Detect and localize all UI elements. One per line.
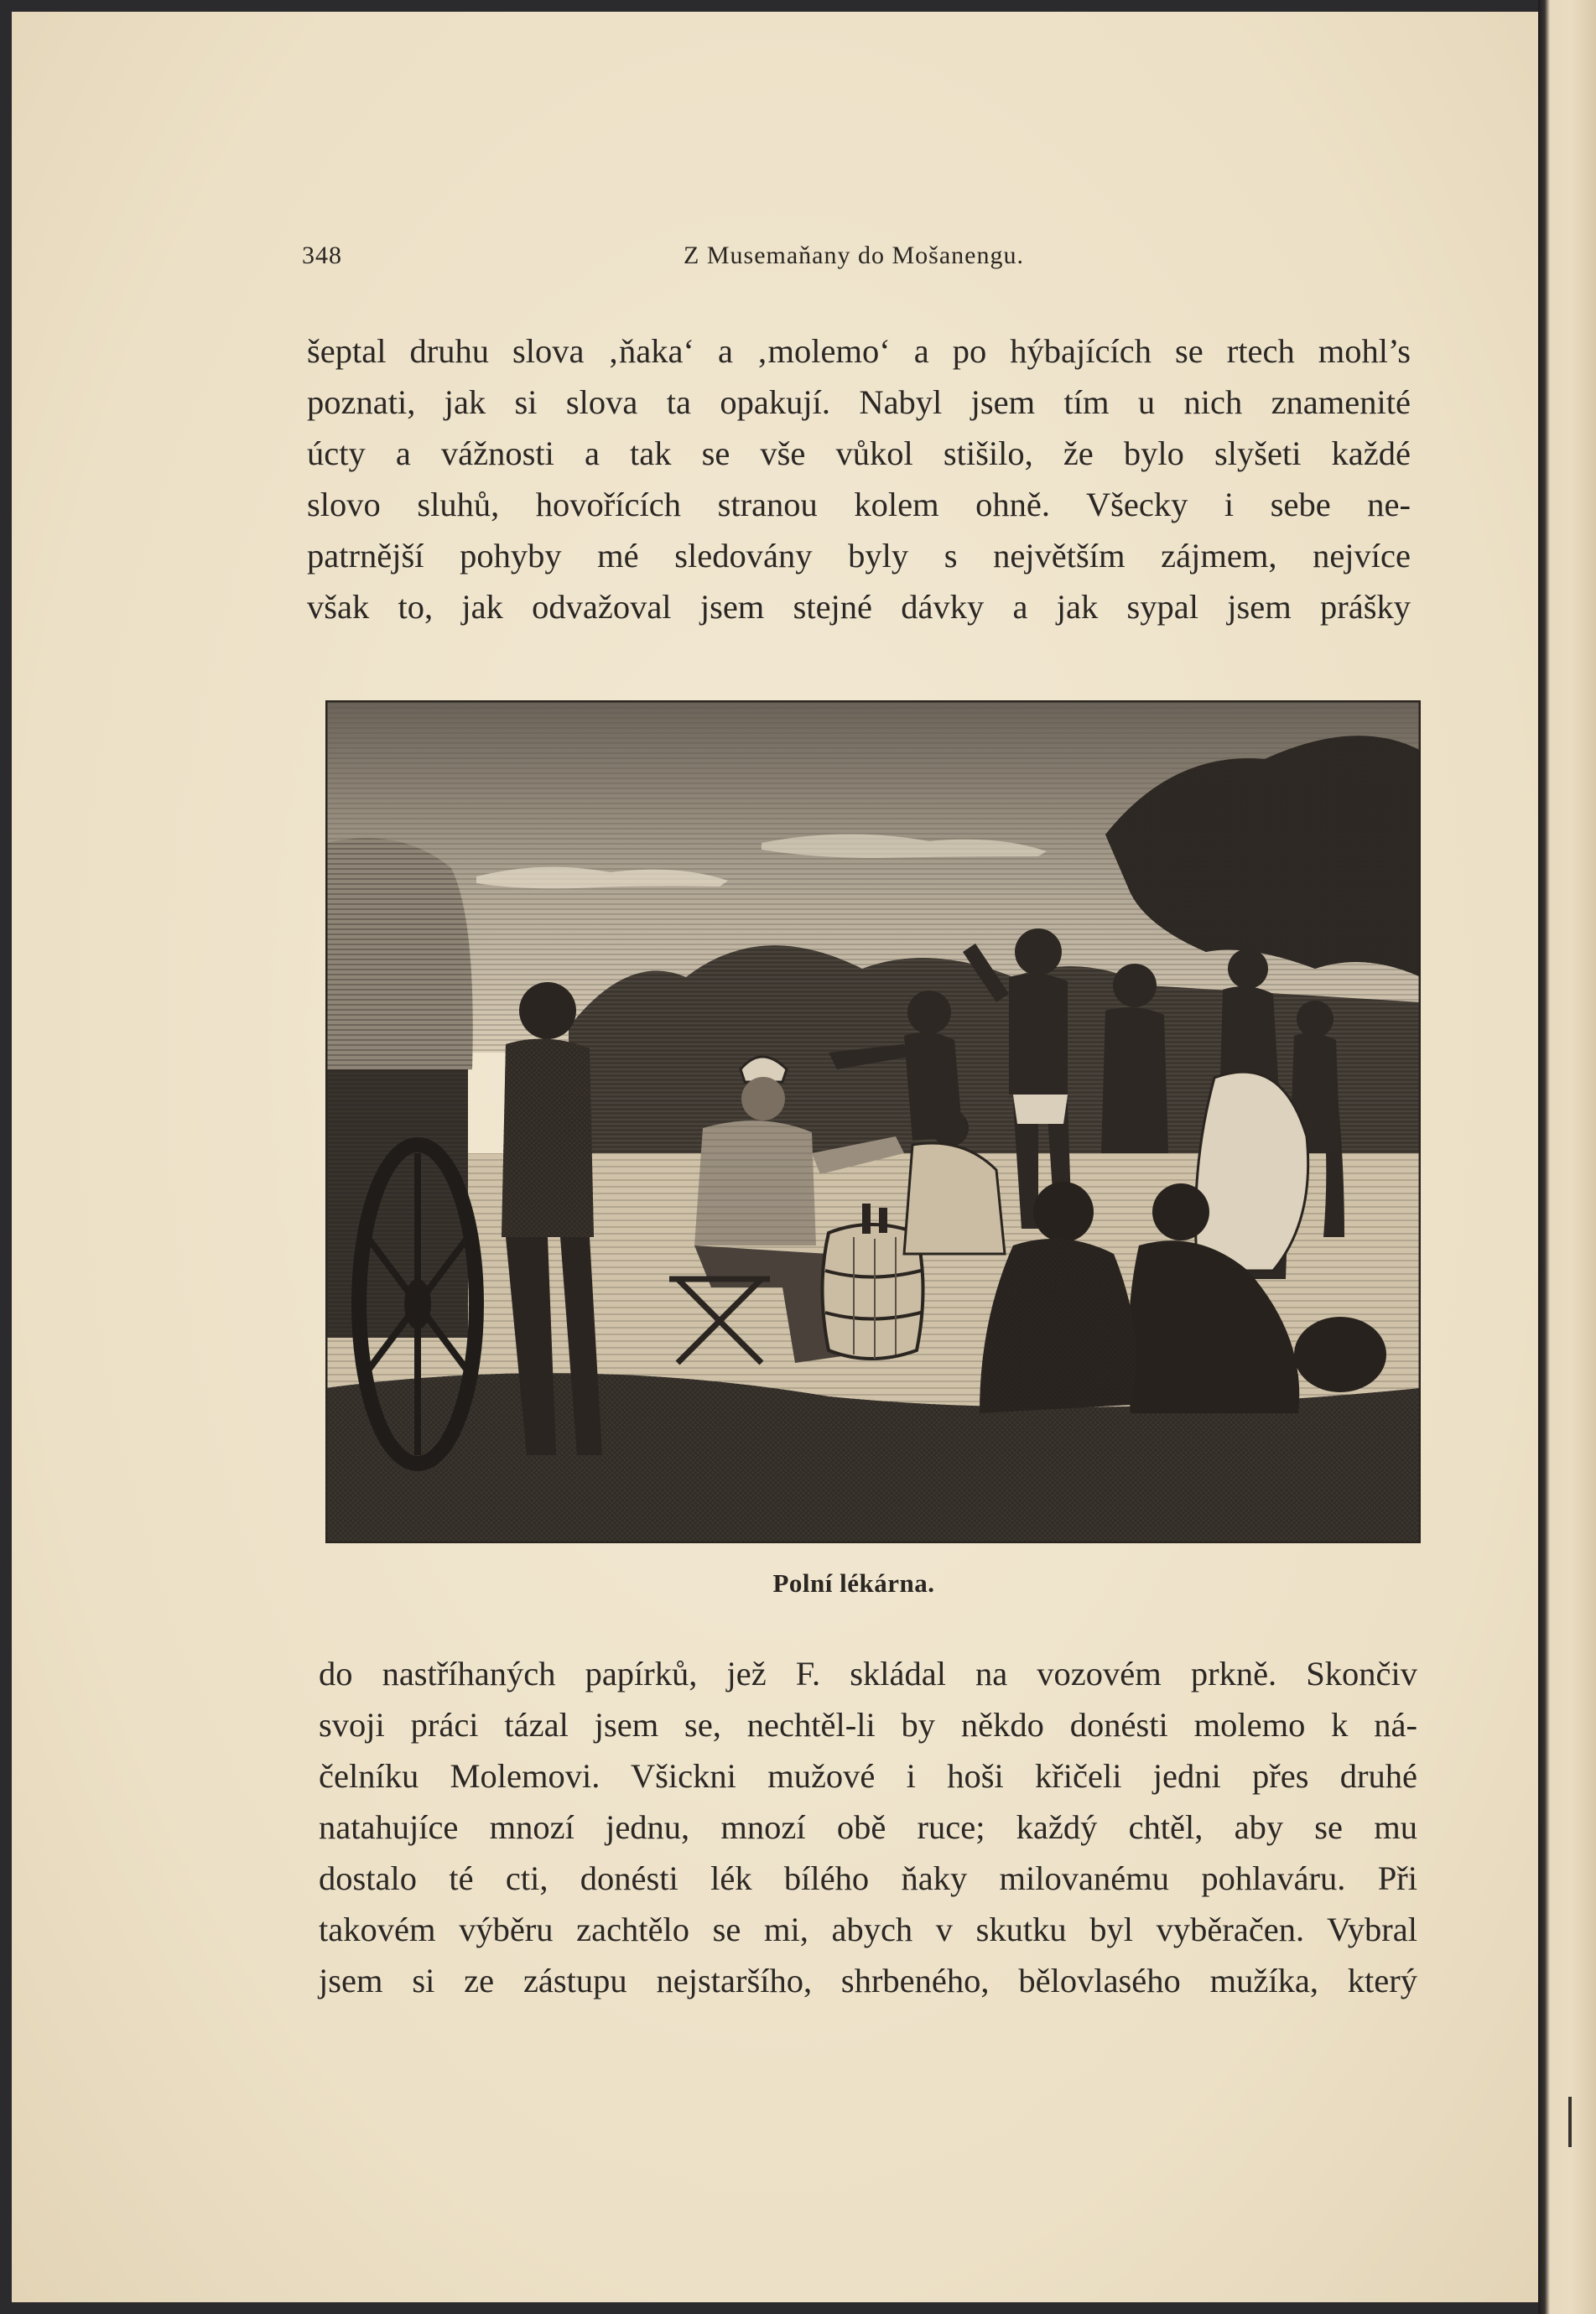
text-line: do nastříhaných papírků, jež F. skládal na vozovém prkně. Skončiv	[319, 1655, 1417, 1693]
text-line: čelníku Molemovi. Všickni mužové i hoši křičeli jedni přes druhé	[319, 1757, 1417, 1795]
paragraph-top	[307, 325, 1411, 632]
page-header	[302, 242, 1406, 275]
text-line: svoji práci tázal jsem se, nechtěl-li by někdo donésti molemo k ná-	[319, 1706, 1417, 1744]
text-line: dostalo té cti, donésti lék bílého ňaky milovanému pohlaváru. Při	[319, 1859, 1417, 1897]
paragraph-bottom	[319, 1648, 1417, 2006]
text-line: poznati, jak si slova ta opakují. Nabyl jsem tím u nich znamenité	[307, 383, 1411, 421]
text-line: natahujíce mnozí jednu, mnozí obě ruce; každý chtěl, aby se mu	[319, 1808, 1417, 1846]
page-number: 348	[302, 242, 342, 269]
text-line: jsem si ze zástupu nejstaršího, shrbeného, bělovlasého mužíka, který	[319, 1962, 1417, 1999]
text-line: slovo sluhů, hovořících stranou kolem ohně. Všecky i sebe ne-	[307, 486, 1411, 523]
running-title: Z Musemaňany do Mošanengu.	[684, 242, 1024, 269]
cloaked-figure	[1196, 1072, 1308, 1271]
text-line: úcty a vážnosti a tak se vše vůkol stišilo, že bylo slyšeti každé	[307, 434, 1411, 472]
text-line: takovém výběru zachtělo se mi, abych v skutku byl vyběračen. Vybral	[319, 1911, 1417, 1948]
engraving-illustration	[325, 700, 1421, 1543]
book-spine-edge	[1538, 0, 1596, 2314]
spine-mark	[1568, 2097, 1572, 2147]
figure-caption: Polní lékárna.	[772, 1568, 935, 1598]
text-line: patrnější pohyby mé sledovány byly s největším zájmem, nejvíce	[307, 537, 1411, 575]
text-line: šeptal druhu slova ‚ňaka‘ a ‚molemo‘ a po hýbajících se rtech mohl’s	[307, 332, 1411, 370]
text-line: však to, jak odvažoval jsem stejné dávky a jak sypal jsem prášky	[307, 588, 1411, 626]
